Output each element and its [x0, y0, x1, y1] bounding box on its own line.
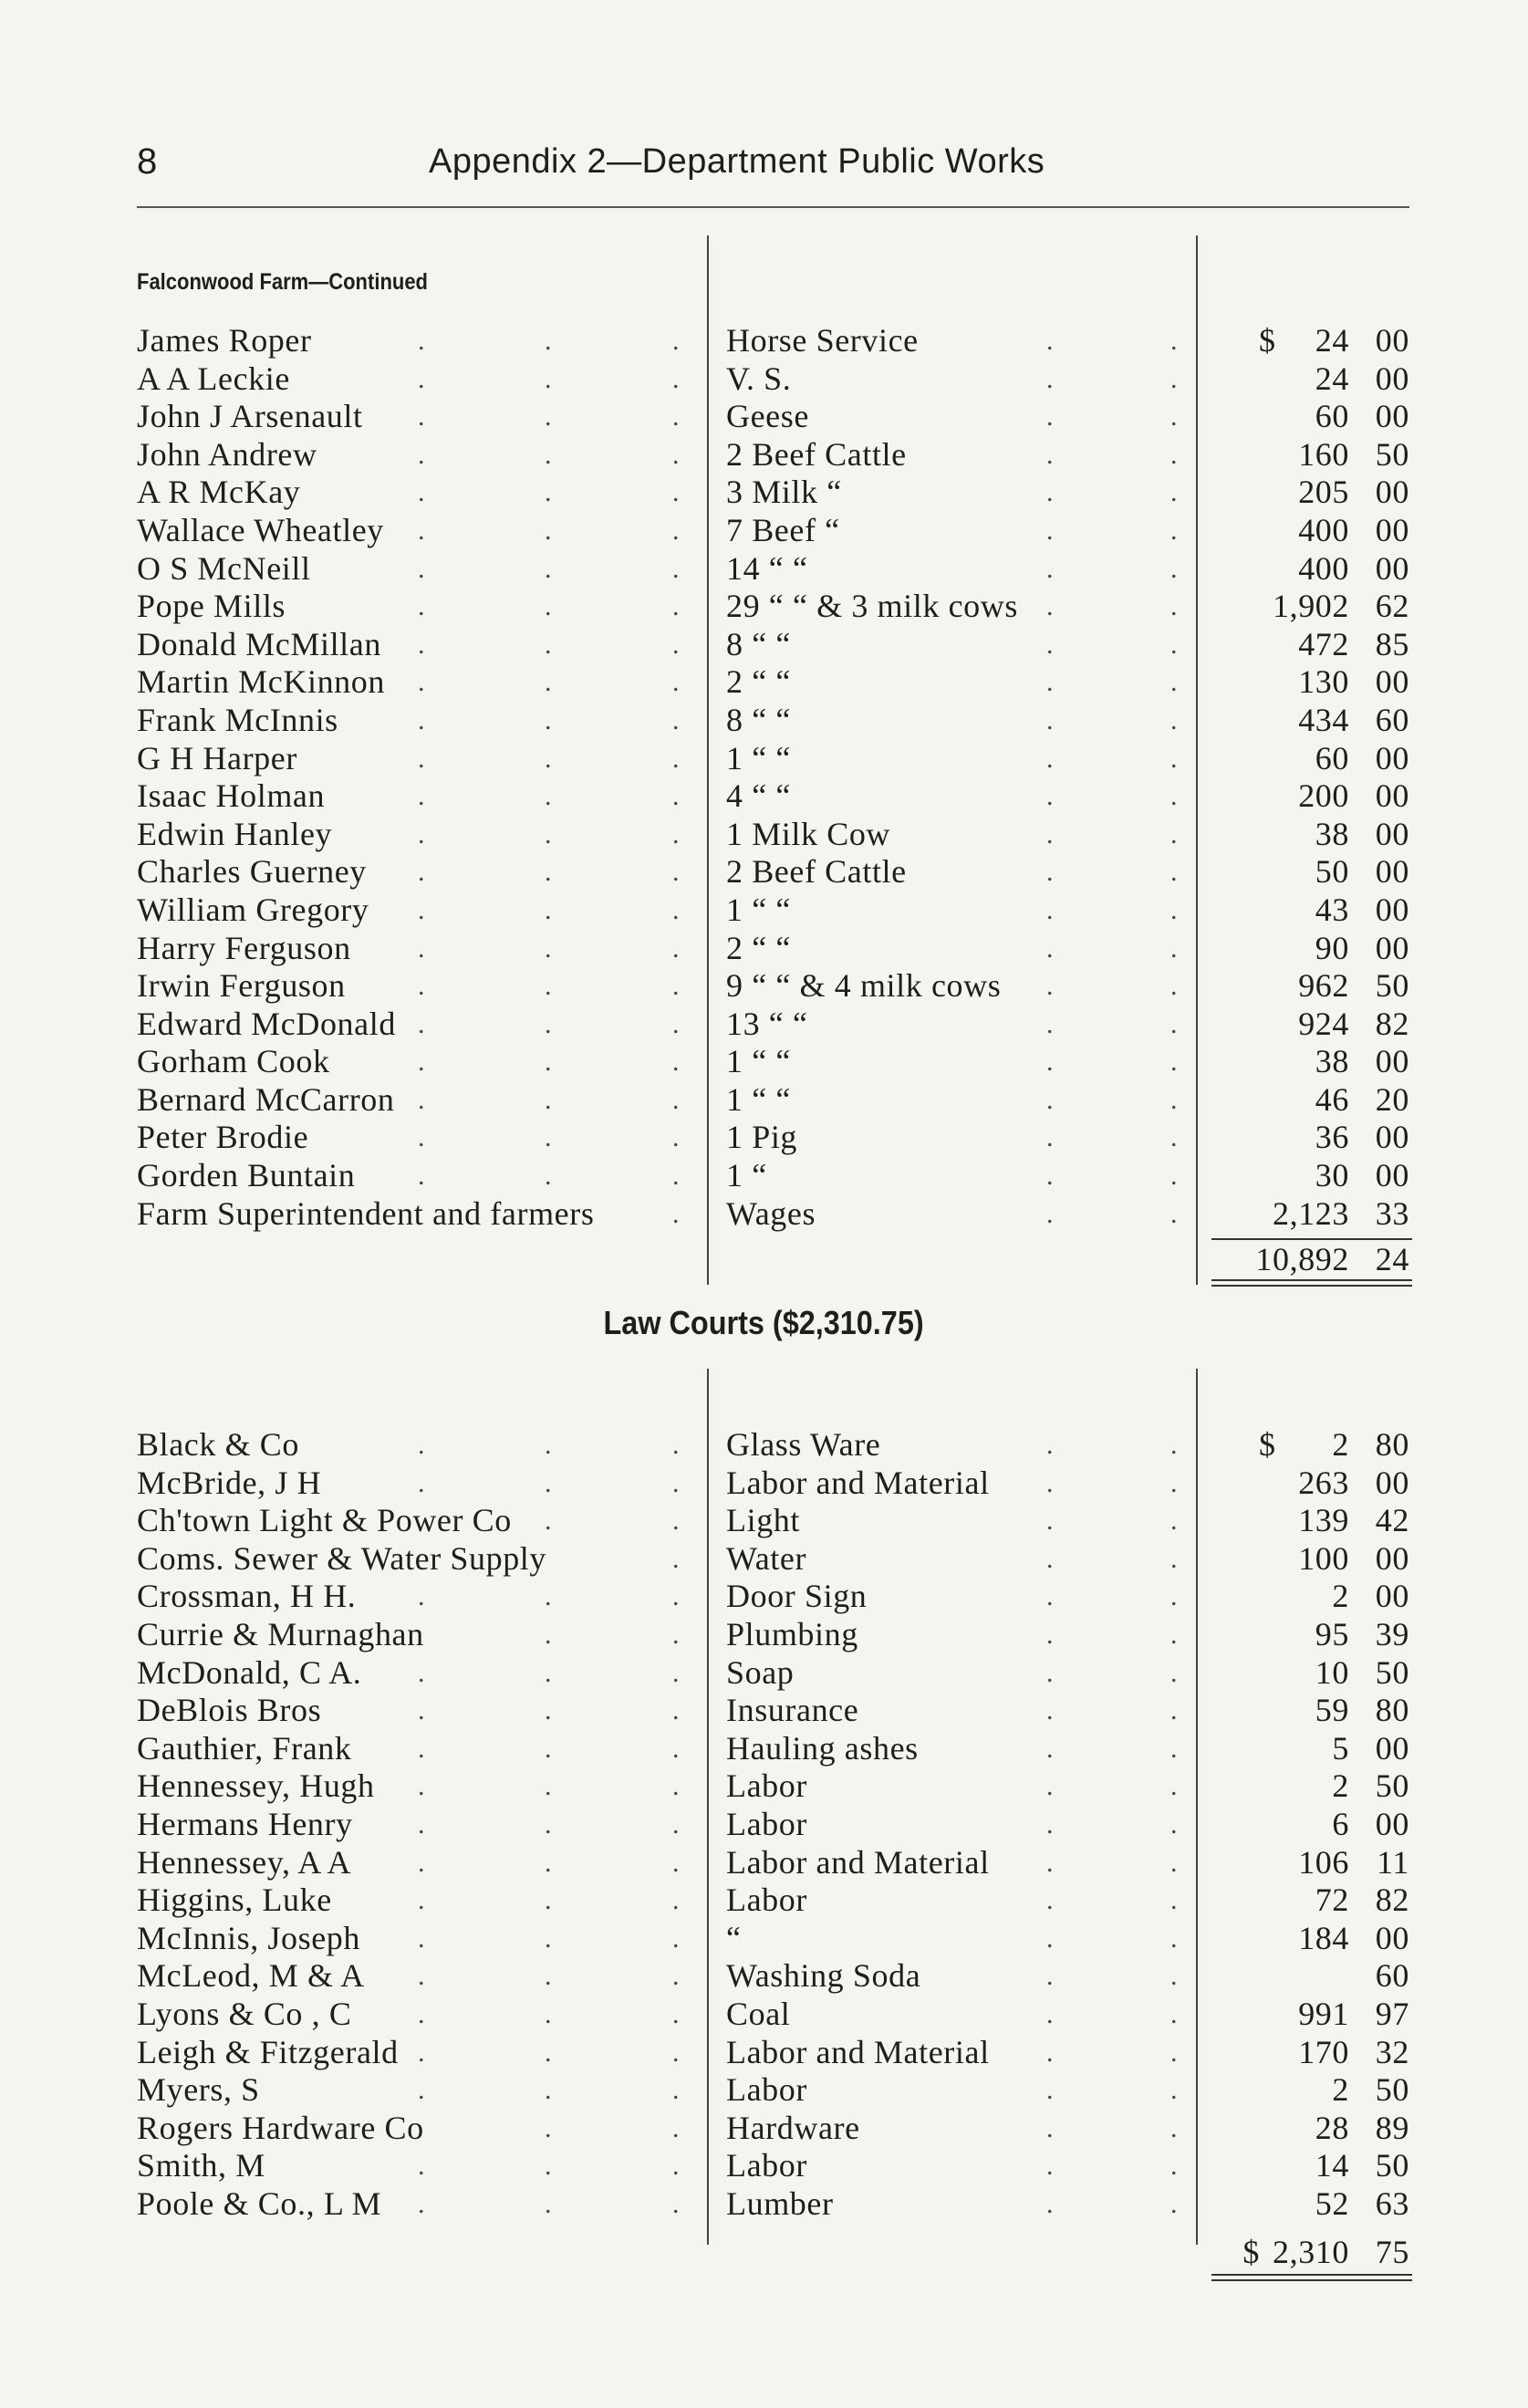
amount-dollars: 205 — [1298, 474, 1349, 511]
item-description: . . 7 Beef “ — [726, 511, 1179, 548]
payee-name: . . . A A Leckie — [137, 360, 681, 397]
item-description: . . 1 “ — [726, 1157, 1179, 1194]
payee-name: . . . McDonald, C A. — [137, 1653, 681, 1691]
amount-cents: 00 — [1375, 853, 1409, 891]
amount — [1204, 777, 1409, 816]
law-courts-row — [0, 1957, 1528, 1996]
item-description: . . Labor — [726, 2071, 1179, 2109]
amount-dollars: 200 — [1298, 777, 1349, 815]
item-description: . . 29 “ “ & 3 milk cows — [726, 588, 1179, 625]
amount-dollars: 38 — [1315, 815, 1349, 852]
amount-cents: 11 — [1377, 1843, 1409, 1881]
amount-cents: 82 — [1375, 1005, 1409, 1042]
law-courts-row — [0, 1996, 1528, 2034]
item-description: . . Geese — [726, 398, 1179, 435]
amount — [1204, 663, 1409, 702]
law-courts-row — [0, 2147, 1528, 2185]
law-courts-total-amount: 2,310 — [1273, 2234, 1349, 2270]
falconwood-row — [0, 1119, 1528, 1157]
amount — [1204, 1692, 1409, 1730]
amount — [1204, 1157, 1409, 1195]
item-description: . . 9 “ “ & 4 milk cows — [726, 967, 1179, 1005]
item-description: . . 13 “ “ — [726, 1005, 1179, 1042]
amount — [1204, 588, 1409, 626]
amount — [1204, 1844, 1409, 1882]
item-description: . . 8 “ “ — [726, 625, 1179, 662]
amount-cents: 00 — [1375, 1539, 1409, 1577]
amount-dollars: 38 — [1315, 1043, 1349, 1080]
amount — [1204, 1043, 1409, 1081]
amount-dollars: 2 — [1332, 1578, 1349, 1615]
amount — [1204, 1920, 1409, 1958]
amount-cents: 50 — [1375, 967, 1409, 1005]
amount-cents: 00 — [1375, 815, 1409, 852]
amount — [1204, 2110, 1409, 2148]
law-courts-row — [0, 2110, 1528, 2148]
amount — [1204, 1996, 1409, 2034]
item-description: . . Labor and Material — [726, 2033, 1179, 2070]
falconwood-row — [0, 930, 1528, 968]
law-courts-total-cents: 75 — [1375, 2234, 1409, 2270]
payee-name: . . . Leigh & Fitzgerald — [137, 2033, 681, 2070]
item-description: . . Glass Ware — [726, 1426, 1179, 1463]
payee-name: . . . Frank McInnis — [137, 701, 681, 738]
amount — [1204, 474, 1409, 512]
amount-dollars: 50 — [1315, 853, 1349, 891]
payee-name: . . . Irwin Ferguson — [137, 967, 681, 1005]
falconwood-row — [0, 398, 1528, 436]
amount — [1204, 2147, 1409, 2185]
amount-cents: 50 — [1375, 2147, 1409, 2184]
amount-cents: 00 — [1375, 777, 1409, 815]
payee-name: . . . Edward McDonald — [137, 1005, 681, 1042]
amount-cents: 00 — [1375, 398, 1409, 435]
falconwood-subtotal-rule — [1211, 1238, 1412, 1240]
amount — [1204, 853, 1409, 891]
amount-dollars: 1,902 — [1273, 588, 1349, 625]
amount-cents: 00 — [1375, 1464, 1409, 1501]
item-description: . . 2 Beef Cattle — [726, 853, 1179, 891]
amount — [1204, 550, 1409, 589]
amount-dollars: 263 — [1298, 1464, 1349, 1501]
amount — [1204, 1006, 1409, 1044]
amount — [1204, 626, 1409, 664]
falconwood-total-amount: 10,892 — [1255, 1241, 1349, 1277]
amount-dollars: 43 — [1315, 891, 1349, 928]
amount — [1204, 967, 1409, 1006]
falconwood-row — [0, 322, 1528, 360]
amount-dollars: 6 — [1332, 1805, 1349, 1842]
amount — [1204, 1616, 1409, 1654]
amount — [1204, 436, 1409, 474]
falconwood-row — [0, 436, 1528, 474]
amount-dollars: 95 — [1315, 1615, 1349, 1652]
payee-name: . . . John Andrew — [137, 435, 681, 473]
amount-dollars: 2 — [1332, 2071, 1349, 2109]
item-description: . . Labor — [726, 1767, 1179, 1805]
item-description: . . 14 “ “ — [726, 549, 1179, 587]
amount — [1204, 1465, 1409, 1503]
payee-name: . . . DeBlois Bros — [137, 1692, 681, 1729]
amount — [1204, 740, 1409, 778]
amount-cents: 00 — [1375, 1578, 1409, 1615]
amount-cents: 50 — [1375, 1767, 1409, 1805]
item-description: . . 8 “ “ — [726, 701, 1179, 738]
amount — [1204, 512, 1409, 550]
item-description: . . 1 “ “ — [726, 1043, 1179, 1080]
amount-dollars: 14 — [1315, 2147, 1349, 2184]
falconwood-row — [0, 550, 1528, 589]
payee-name: . . . Pope Mills — [137, 588, 681, 625]
payee-name: . . . O S McNeill — [137, 549, 681, 587]
amount-dollars: 472 — [1298, 625, 1349, 662]
law-courts-row — [0, 1920, 1528, 1958]
law-courts-row — [0, 2185, 1528, 2224]
payee-name: . . . Gorden Buntain — [137, 1157, 681, 1194]
falconwood-row — [0, 702, 1528, 740]
falconwood-row — [0, 891, 1528, 930]
law-courts-row — [0, 1654, 1528, 1693]
law-courts-row — [0, 1578, 1528, 1616]
amount-cents: 50 — [1375, 1653, 1409, 1691]
amount-dollars: 10 — [1315, 1653, 1349, 1691]
payee-name: . . . Hennessey, A A — [137, 1843, 681, 1881]
falconwood-row — [0, 474, 1528, 512]
payee-name: . . . Isaac Holman — [137, 777, 681, 815]
law-courts-row — [0, 1844, 1528, 1882]
amount — [1204, 1426, 1409, 1465]
falconwood-row — [0, 777, 1528, 816]
amount — [1204, 1767, 1409, 1806]
amount — [1204, 2185, 1409, 2224]
law-courts-total-double-rule — [1211, 2274, 1412, 2281]
law-courts-row — [0, 1882, 1528, 1920]
payee-name: . . . William Gregory — [137, 891, 681, 928]
amount — [1204, 702, 1409, 740]
item-description: . . Labor and Material — [726, 1464, 1179, 1501]
item-description: . . 1 Milk Cow — [726, 815, 1179, 852]
amount-dollars: 962 — [1298, 967, 1349, 1005]
item-description: . . Labor — [726, 1882, 1179, 1919]
amount — [1204, 816, 1409, 854]
payee-name: . . Rogers Hardware Co — [137, 2109, 681, 2146]
amount-dollars: 2 — [1332, 1767, 1349, 1805]
amount-dollars: 991 — [1298, 1995, 1349, 2032]
item-description: . . 4 “ “ — [726, 777, 1179, 815]
amount-cents: 80 — [1375, 1426, 1409, 1463]
law-courts-row — [0, 1426, 1528, 1465]
amount — [1204, 360, 1409, 399]
item-description: . . Hauling ashes — [726, 1729, 1179, 1767]
amount — [1204, 1882, 1409, 1920]
item-description: . . Coal — [726, 1995, 1179, 2032]
payee-name: . . . Hermans Henry — [137, 1805, 681, 1842]
page-number: 8 — [137, 141, 158, 182]
law-courts-row — [0, 2034, 1528, 2072]
amount — [1204, 1195, 1409, 1234]
amount-dollars: 52 — [1315, 2184, 1349, 2222]
amount-dollars: 46 — [1315, 1080, 1349, 1118]
dollar-sign: $ — [1259, 322, 1276, 359]
item-description: . . Washing Soda — [726, 1957, 1179, 1995]
falconwood-row — [0, 1006, 1528, 1044]
item-description: . . Plumbing — [726, 1615, 1179, 1652]
falconwood-total-double-rule — [1211, 1279, 1412, 1287]
falconwood-row — [0, 816, 1528, 854]
amount-dollars: 59 — [1315, 1692, 1349, 1729]
law-courts-row — [0, 1616, 1528, 1654]
header-rule — [137, 206, 1409, 208]
item-description: . . Door Sign — [726, 1578, 1179, 1615]
dollar-sign: $ — [1259, 1426, 1276, 1463]
amount-dollars: 130 — [1298, 663, 1349, 701]
item-description: . . V. S. — [726, 360, 1179, 397]
payee-name: . . . Black & Co — [137, 1426, 681, 1463]
item-description: . . 2 “ “ — [726, 663, 1179, 701]
amount-cents: 00 — [1375, 474, 1409, 511]
amount-dollars: 106 — [1298, 1843, 1349, 1881]
amount-cents: 50 — [1375, 2071, 1409, 2109]
amount-cents: 00 — [1375, 549, 1409, 587]
payee-name: . . Currie & Murnaghan — [137, 1615, 681, 1652]
item-description: . . “ — [726, 1919, 1179, 1956]
amount — [1204, 930, 1409, 968]
amount — [1204, 1119, 1409, 1157]
falconwood-row — [0, 853, 1528, 891]
amount-dollars: 434 — [1298, 701, 1349, 738]
falconwood-row — [0, 512, 1528, 550]
item-description: . . Horse Service — [726, 322, 1179, 359]
amount-cents: 62 — [1375, 588, 1409, 625]
falconwood-total-cents: 24 — [1375, 1241, 1409, 1277]
amount-cents: 00 — [1375, 739, 1409, 777]
law-courts-table — [0, 1426, 1528, 2223]
amount — [1204, 1578, 1409, 1616]
amount-cents: 00 — [1375, 511, 1409, 548]
amount-cents: 33 — [1375, 1194, 1409, 1232]
payee-name: . . . A R McKay — [137, 474, 681, 511]
amount-cents: 50 — [1375, 435, 1409, 473]
falconwood-total — [1204, 1241, 1409, 1278]
payee-name: . . . Myers, S — [137, 2071, 681, 2109]
amount-cents: 00 — [1375, 360, 1409, 397]
payee-name: . . . John J Arsenault — [137, 398, 681, 435]
amount — [1204, 1540, 1409, 1579]
item-description: . . Insurance — [726, 1692, 1179, 1729]
amount-cents: 97 — [1375, 1995, 1409, 2032]
amount — [1204, 1081, 1409, 1120]
payee-name: . . . Lyons & Co , C — [137, 1995, 681, 2032]
item-description: . . Labor and Material — [726, 1843, 1179, 1881]
payee-name: . . . McLeod, M & A — [137, 1957, 681, 1995]
amount-dollars: 170 — [1298, 2033, 1349, 2070]
law-courts-row — [0, 1502, 1528, 1540]
payee-name: . . . Charles Guerney — [137, 853, 681, 891]
payee-name: . Coms. Sewer & Water Supply — [137, 1539, 681, 1577]
amount — [1204, 2071, 1409, 2110]
falconwood-heading: Falconwood Farm—Continued — [137, 269, 428, 295]
amount-cents: 00 — [1375, 663, 1409, 701]
amount-cents: 32 — [1375, 2033, 1409, 2070]
payee-name: . . . G H Harper — [137, 739, 681, 777]
amount-dollars: 60 — [1315, 739, 1349, 777]
item-description: . . 3 Milk “ — [726, 474, 1179, 511]
amount — [1204, 1502, 1409, 1540]
amount-dollars: 139 — [1298, 1502, 1349, 1539]
item-description: . . Water — [726, 1539, 1179, 1577]
amount-cents: 60 — [1375, 1957, 1409, 1995]
payee-name: . . . McBride, J H — [137, 1464, 681, 1501]
amount-cents: 00 — [1375, 1157, 1409, 1194]
amount-cents: 89 — [1375, 2109, 1409, 2146]
amount — [1204, 1806, 1409, 1844]
amount-cents: 00 — [1375, 929, 1409, 966]
amount-cents: 80 — [1375, 1692, 1409, 1729]
payee-name: . . . Wallace Wheatley — [137, 511, 681, 548]
falconwood-row — [0, 663, 1528, 702]
amount-cents: 63 — [1375, 2184, 1409, 2222]
payee-name: . . . Gauthier, Frank — [137, 1729, 681, 1767]
amount-dollars: 24 — [1315, 322, 1349, 359]
item-description: . . Labor — [726, 2147, 1179, 2184]
amount-cents: 00 — [1375, 891, 1409, 928]
payee-name: . . . Harry Ferguson — [137, 929, 681, 966]
falconwood-row — [0, 1157, 1528, 1195]
item-description: . . Soap — [726, 1653, 1179, 1691]
item-description: . . Hardware — [726, 2109, 1179, 2146]
falconwood-row — [0, 1195, 1528, 1234]
item-description: . . 2 Beef Cattle — [726, 435, 1179, 473]
amount-cents: 00 — [1375, 1043, 1409, 1080]
amount-cents: 20 — [1375, 1080, 1409, 1118]
item-description: . . Wages — [726, 1194, 1179, 1232]
law-courts-row — [0, 2071, 1528, 2110]
falconwood-row — [0, 740, 1528, 778]
item-description: . . 1 “ “ — [726, 1080, 1179, 1118]
falconwood-table — [0, 322, 1528, 1233]
amount-dollars: 2 — [1332, 1426, 1349, 1463]
payee-name: . . . Edwin Hanley — [137, 815, 681, 852]
amount — [1204, 1957, 1409, 1996]
item-description: . . 1 Pig — [726, 1119, 1179, 1156]
law-courts-row — [0, 1540, 1528, 1579]
item-description: . . Light — [726, 1502, 1179, 1539]
law-courts-row — [0, 1767, 1528, 1806]
amount-cents: 00 — [1375, 1119, 1409, 1156]
amount-dollars: 160 — [1298, 435, 1349, 473]
amount-dollars: 5 — [1332, 1729, 1349, 1767]
payee-name: . . . Donald McMillan — [137, 625, 681, 662]
item-description: . . 1 “ “ — [726, 891, 1179, 928]
amount-cents: 00 — [1375, 1805, 1409, 1842]
amount-cents: 42 — [1375, 1502, 1409, 1539]
payee-name: . . . Smith, M — [137, 2147, 681, 2184]
law-courts-row — [0, 1730, 1528, 1768]
amount-dollars: 60 — [1315, 398, 1349, 435]
amount — [1204, 1730, 1409, 1768]
falconwood-row — [0, 1043, 1528, 1081]
amount — [1204, 322, 1409, 360]
falconwood-row — [0, 588, 1528, 626]
amount-dollars: 100 — [1298, 1539, 1349, 1577]
payee-name: . . . Martin McKinnon — [137, 663, 681, 701]
amount-cents: 85 — [1375, 625, 1409, 662]
amount-dollars: 90 — [1315, 929, 1349, 966]
amount-dollars: 400 — [1298, 549, 1349, 587]
payee-name: . . . James Roper — [137, 322, 681, 359]
payee-name: . . . Bernard McCarron — [137, 1080, 681, 1118]
law-courts-total-dollar: $ — [1242, 2234, 1260, 2270]
falconwood-row — [0, 967, 1528, 1006]
payee-name: . . . Crossman, H H. — [137, 1578, 681, 1615]
item-description: . . Lumber — [726, 2184, 1179, 2222]
falconwood-row — [0, 360, 1528, 399]
amount-dollars: 24 — [1315, 360, 1349, 397]
amount-dollars: 30 — [1315, 1157, 1349, 1194]
payee-name: . . . Gorham Cook — [137, 1043, 681, 1080]
page-title: Appendix 2—Department Public Works — [429, 142, 1045, 181]
law-courts-row — [0, 1465, 1528, 1503]
amount-dollars: 924 — [1298, 1005, 1349, 1042]
amount-dollars: 400 — [1298, 511, 1349, 548]
law-courts-total — [1204, 2234, 1409, 2271]
law-courts-row — [0, 1692, 1528, 1730]
law-courts-row — [0, 1806, 1528, 1844]
amount-cents: 60 — [1375, 701, 1409, 738]
amount — [1204, 398, 1409, 436]
amount-cents: 82 — [1375, 1882, 1409, 1919]
amount-dollars: 184 — [1298, 1919, 1349, 1956]
amount — [1204, 2034, 1409, 2072]
payee-name: . . . McInnis, Joseph — [137, 1919, 681, 1956]
amount-cents: 00 — [1375, 1919, 1409, 1956]
falconwood-row — [0, 1081, 1528, 1120]
amount-cents: 39 — [1375, 1615, 1409, 1652]
law-courts-heading: Law Courts ($2,310.75) — [603, 1304, 925, 1341]
amount-dollars: 36 — [1315, 1119, 1349, 1156]
falconwood-row — [0, 626, 1528, 664]
payee-name: . . . Higgins, Luke — [137, 1882, 681, 1919]
payee-name: . Farm Superintendent and farmers — [137, 1194, 681, 1232]
amount-cents: 00 — [1375, 1729, 1409, 1767]
payee-name: . . . Hennessey, Hugh — [137, 1767, 681, 1805]
amount-dollars: 28 — [1315, 2109, 1349, 2146]
payee-name: . . . Peter Brodie — [137, 1119, 681, 1156]
item-description: . . 2 “ “ — [726, 929, 1179, 966]
amount — [1204, 1654, 1409, 1693]
payee-name: . . . Poole & Co., L M — [137, 2184, 681, 2222]
payee-name: . . Ch'town Light & Power Co — [137, 1502, 681, 1539]
item-description: . . Labor — [726, 1805, 1179, 1842]
amount — [1204, 891, 1409, 930]
amount-dollars: 2,123 — [1273, 1194, 1349, 1232]
amount-dollars: 72 — [1315, 1882, 1349, 1919]
amount-cents: 00 — [1375, 322, 1409, 359]
item-description: . . 1 “ “ — [726, 739, 1179, 777]
